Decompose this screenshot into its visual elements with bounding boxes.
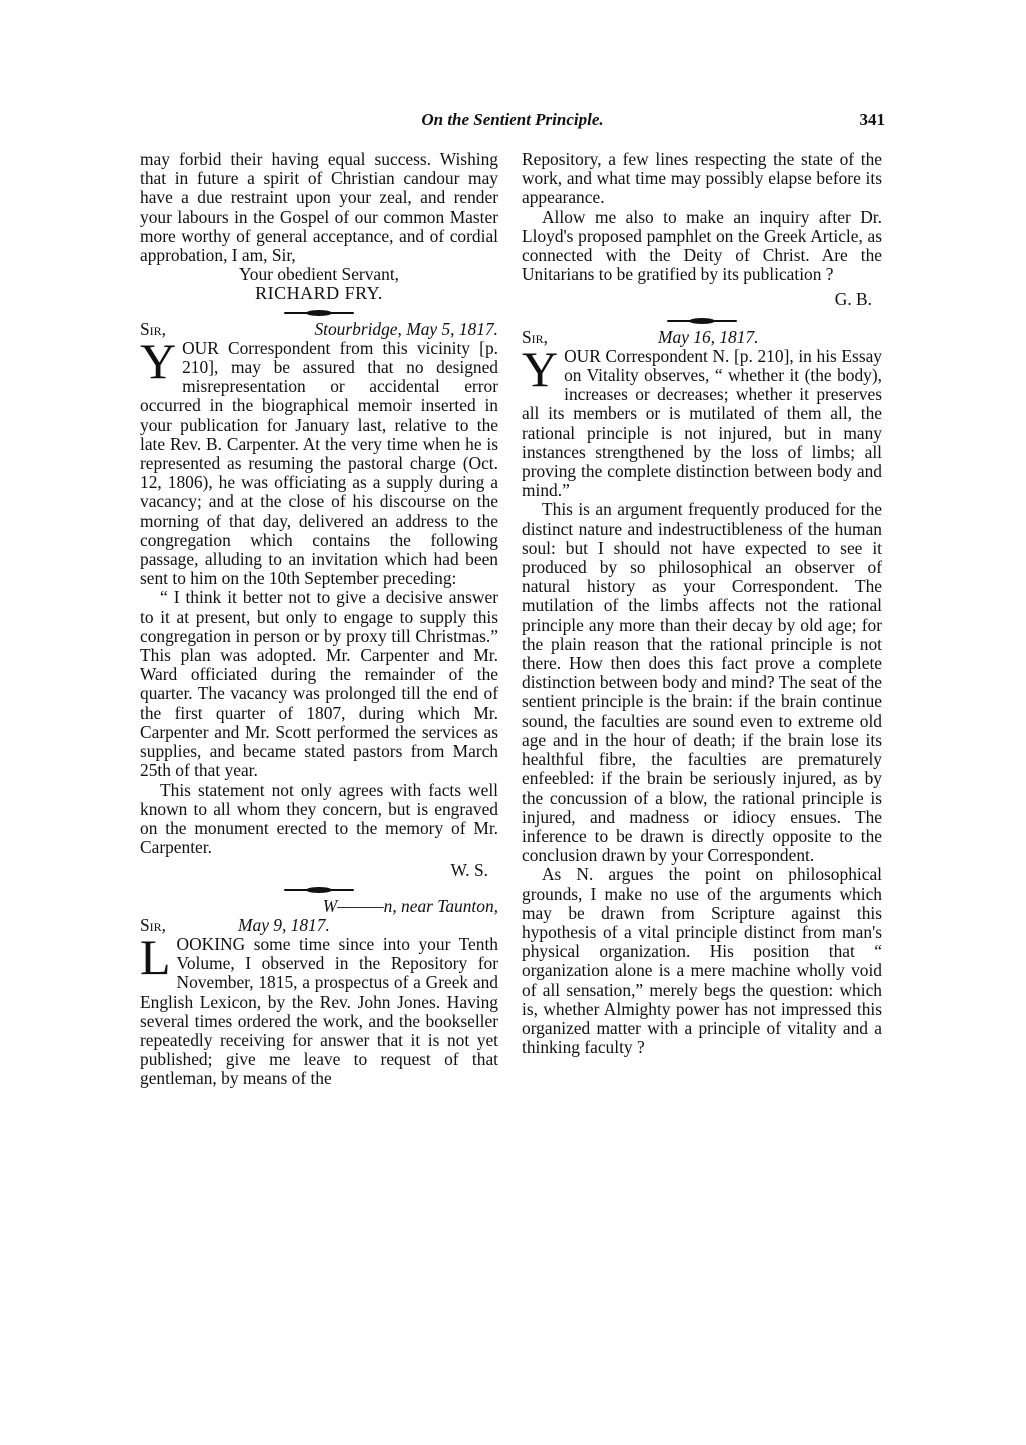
ws-letter-dateline xyxy=(140,320,498,339)
sentient-conclusion: As N. argues the point on philosophical grounds, I make no use of the arguments which may be drawn from Scripture against this hypothesis of a vital principle distinct from man's physical organization. His position that “ organization alone is a mere machine wholly void of all sensation,” merely begs the question: which is, whether Almighty power has not impressed this organized matter with a principle of vitality and a thinking faculty ? xyxy=(522,864,882,1058)
section-divider-ornament-3 xyxy=(522,316,882,326)
section-divider-ornament-2 xyxy=(140,885,498,895)
signature-richard-fry: RICHARD FRY. xyxy=(255,283,383,304)
left-column xyxy=(140,150,498,1089)
gb-letter-dateline xyxy=(140,916,498,935)
gb-salutation: Sir, xyxy=(140,914,167,935)
sentient-letter-first-paragraph xyxy=(522,340,882,501)
gb-letter-p1-text: OOKING some time since into your Tenth Volume, I observed in the Repository for November, 1815, a prospectus of a Greek and English Lexicon, by the Rev. John Jones. Having several times ordered the work, and the bookseller repeatedly receiving for answer that it is not yet published; give me leave to request of that gentleman, by means of the xyxy=(140,933,498,1089)
sentient-salutation: Sir, xyxy=(522,326,549,347)
running-title: On the Sentient Principle. xyxy=(421,110,604,129)
gb-letter-continuation: Repository, a few lines respecting the state of the work, and what time may possibly elapse before its appearance. xyxy=(522,149,882,208)
signature-ws: W. S. xyxy=(450,860,488,881)
sentient-argument: This is an argument frequently produced for the distinct nature and indestructibleness of the human soul: but I should not have expected to see it produced by so philosophical an observer of natural history as your Correspondent. The mutilation of the limbs affects not the rational principle any more than their decay by old age; for the plain reason that the rational principle is not there. How then does this fact prove a complete distinction between body and mind? The seat of the sentient principle is the brain: if the brain continue sound, the faculties are sound even to extreme old age and in the hour of death; if the brain lose its healthful fibre, the faculties are prematurely enfeebled: if the brain be seriously injured, as by the concussion of a blow, the rational principle is injured, and madness or idiocy ensues. The inference to be drawn is directly opposite to the conclusion drawn by your Correspondent. xyxy=(522,499,882,866)
running-header xyxy=(140,110,885,140)
dropcap-y-2: Y xyxy=(522,340,559,397)
ws-place-date: Stourbridge, May 5, 1817. xyxy=(314,318,498,339)
fry-letter-ending: may forbid their having equal success. Wishing that in future a spirit of Christian candour may have a due restraint upon your zeal, and render your labours in the Gospel of our common Master more worthy of general acceptance, and of cordial approbation, I am, Sir, xyxy=(140,149,498,266)
section-divider-ornament xyxy=(140,308,498,318)
sentient-letter-dateline xyxy=(522,328,882,347)
sentient-letter-p1-text: OUR Correspondent N. [p. 210], in his Essay on Vitality observes, “ whether it (the body), increases or decreases; whether it preserves all its members or is mutilated of them all, the rational principle is not injured, but in many instances strengthened by the loss of limbs; all proving the complete distinction between body and mind.” xyxy=(522,345,882,501)
gb-letter-place: W———n, near Taunton, xyxy=(322,895,498,916)
signature-gb: G. B. xyxy=(834,289,872,310)
dropcap-y: Y xyxy=(140,332,177,389)
gb-date: May 9, 1817. xyxy=(238,914,330,935)
ws-letter-statement: This statement not only agrees with facts well known to all whom they concern, but is engraved on the monument erected to the memory of Mr. Carpenter. xyxy=(140,779,498,858)
page-number: 341 xyxy=(859,110,885,129)
ws-salutation: Sir, xyxy=(140,318,167,339)
dropcap-l: L xyxy=(140,928,171,985)
fry-closing: Your obedient Servant, xyxy=(238,264,400,285)
gb-letter-inquiry: Allow me also to make an inquiry after Dr. Lloyd's proposed pamphlet on the Greek Article, as connected with the Deity of Christ. Are the Unitarians to be gratified by its publication ? xyxy=(522,206,882,285)
sentient-date: May 16, 1817. xyxy=(658,326,759,347)
ws-letter-p1-text: OUR Correspondent from this vicinity [p. 210], may be assured that no designed misrepresentation or accidental error occurred in the biographical memoir inserted in your publication for January last, relative to the late Rev. B. Carpenter. At the very time when he is represented as resuming the pastoral charge (Oct. 12, 1806), he was officiating as a supply during a vacancy; and at the close of his discourse on the morning of that day, delivered an address to the congregation which contains the following passage, alluding to an invitation which had been sent to him on the 10th September preceding: xyxy=(140,337,498,589)
gb-letter-first-paragraph xyxy=(140,928,498,1089)
ws-letter-first-paragraph xyxy=(140,332,498,589)
right-column xyxy=(522,150,882,1057)
ws-letter-quote: “ I think it better not to give a decisive answer to it at present, but only to engage to supply this congregation in person or by proxy till Christmas.” This plan was adopted. Mr. Carpenter and Mr. Ward officiated during the remainder of the quarter. The vacancy was prolonged till the end of the first quarter of 1807, during which Mr. Carpenter and Mr. Scott performed the services as supplies, and became stated pastors from March 25th of that year. xyxy=(140,587,498,781)
